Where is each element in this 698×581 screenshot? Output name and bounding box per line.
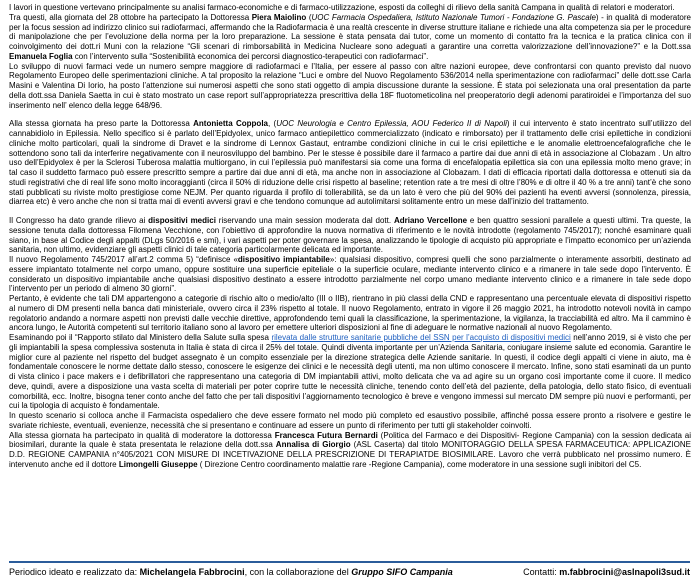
text-run: Alla stessa giornata ha preso parte la Dottoressa bbox=[9, 119, 194, 129]
paragraph-gap bbox=[9, 207, 691, 216]
text-run: ) il cui intervento è stato incentrato sull’utilizzo del cannabidiolo in Epilessia. Nello specifico si è parlato dell’Epidyolex, unico farmaco antiepilettico commercializzato (indicato e rimborsato) per il trattamento delle crisi epilettiche in condizioni cliniche molto particolari, quali la sindrome di Dravet e la sindrome di Lennox Gastaut, entrambe condizioni cliniche in cui le crisi epilettiche e le anomalie elettroencefalografiche che le sottendono sono tali da interferire negativamente con il neurosviluppo del bambino. Per le stesse è possibile dare il farmaco a partire dai due anni di età in associazione al Clobazam . Un altro uso dell’Epidyolex è per la Sclerosi Tuberosa malattia multiorgano, in cui l’epilessia può manifestarsi sia come una forma di encefalopatia epilettica sia con una epilessia molto meno grave; in tal caso il suddetto farmaco può essere prescritto sempre a partire dai due anni di età, ma anche non in associazione al Clobazam. I dati di efficacia riportati dalla dottoressa e ottenuti sia da studi registrativi che di real life sono molto incoraggianti (circa il 50% di riduzione delle crisi rispetto al baseline; retention rate a tre mesi di oltre l’80% e di oltre il 40 % a tre anni) tant’è che sono stati pubblicati su riviste molto prestigiose come NEJM. Per quanto riguarda il profilo di tollerabilità, se da un lato è vero che più del 90% dei pazienti ha eventi avversi (sonnolenza, piressia, diarrea etc) è vero anche che non si tratta mai di eventi avversi gravi e che tendono comunque ad autolimitarsi solitamente entro un mese dall’inizio del trattamento. bbox=[9, 119, 692, 207]
text-run: Esaminando poi il “Rapporto stilato dal Ministero della Salute sulla spesa bbox=[9, 333, 272, 342]
text-run: (ASL Caserta) dal titolo MONITORAGGIO DELLA SPESA FARMACEUTICA: APPLICAZIONE D.D. REGIONE CAMPANIA n°405/2021 CON MISURE DI INCETIVAZIONE DELLA PRESCRIZIONE DI TERAPIATDE BIOSIMILARE. Lavoro che verrà pubblicato nel prossimo numero. È intervenuto anche ed il dottore bbox=[9, 440, 691, 469]
text-run: I lavori in questione vertevano principalmente su analisi farmaco-economiche e di farmaco-utilizzazione, esposti da colleghi di rilievo della sanità Campana in qualità di relatori e moderatori. bbox=[9, 3, 675, 12]
bold-text: Adriano Vercellone bbox=[393, 216, 468, 225]
bold-text: dispositivo impiantabile bbox=[237, 255, 330, 264]
bold-text: Antonietta Coppola bbox=[193, 119, 268, 129]
text-run: e ben quattro sessioni parallele a questi ultimi. Tra queste, la sessione tenuta dalla dottoressa Filomena Vecchione, con l’obiettivo di approfondire la nuova normativa di riferimento e le novità introdotte (regolamento 745/2017); nonché esaminare quali siano, in base al Codice degli appalti (DLgs 50/2016 e smi), i vari aspetti per poter governare la spesa, analizzando le tipologie di acquisto più appropriate e l’impatto economico per un’azienda sanitaria, non ultimo, evidenziare gli aspetti clinici di tale categoria particolarmente delicata ed importante. bbox=[9, 216, 692, 255]
footer-prefix: Periodico ideato e realizzato da: bbox=[9, 567, 140, 577]
bold-text: Annalisa di Giorgio bbox=[275, 440, 351, 450]
footer-email[interactable]: m.fabbrocini@aslnapoli3sud.it bbox=[559, 567, 690, 577]
text-run: Alla stessa giornata ha partecipato in qualità di moderatore la dottoressa bbox=[9, 430, 275, 440]
article-body bbox=[9, 3, 691, 470]
italic-text: UOC Farmacia Ospedaliera, Istituto Nazionale Tumori - Fondazione G. Pascale bbox=[311, 12, 596, 22]
text-run: (Politica del Farmaco e dei Dispositivi- Regione Campania) con la session dedicata ai biosimilari, durante la quale è stata presentata le relazione della dott.ssa bbox=[9, 430, 692, 450]
text-run: con l’intervento sulla “Sostenibilità economica dei percorsi diagnostico-terapeutici con radiofarmaci”. bbox=[72, 51, 429, 61]
bold-text: Emanuela Foglia bbox=[9, 51, 73, 61]
footer-mid: , con la collaborazione del bbox=[244, 567, 352, 577]
text-run: Pertanto, è evidente che tali DM appartengono a categorie di rischio alto o medio/alto (III o IIB), rientrano in più classi della CND e rappresentano una percentuale elevata di dispositivi rispetto al numero di DM presenti nella banca dati ministeriale, ovvero circa il 23% rispetto al totale. Il nuovo Regolamento, entrato in vigore il 26 maggio 2021, ha introdotto notevoli novità in campo regolatorio andando a normare aspetti non previsti dalle vecchie direttive, approfondendo temi quali la classificazione, la sperimentazione, la vigilanza, la tracciabilità ed altro. Ma il cammino è ancora lungo, le Autorità competenti sul territorio italiano sono al lavoro per emettere ulteriori disposizioni al fine di adeguare le normative nazionali al nuovo Regolamento. bbox=[9, 294, 691, 333]
page-footer bbox=[9, 561, 690, 578]
text-run: ) - in qualità di moderatore per la focus session ad indirizzo clinico sui radiofarmaci, affermando che la Radiofarmacia è una realtà crescente in diverse strutture italiane e richiede una alta competenza sia per le procedure di manipolazione che per l’evoluzione della norma per la loro preparazione. La sessione è stata pensata dai tutor, come un momento di contatto fra la tecnica e la pratica clinica con il coinvolgimento dei dott.ri Muni con la relazione “Gli scenari di rimborsabilità in Medicina Nucleare sono adeguati a garantire una corretta valorizzazione dell’innovazione?” e la Dott.ssa bbox=[9, 12, 691, 51]
footer-author: Michelangela Fabbrocini bbox=[139, 567, 245, 577]
footer-credits bbox=[9, 567, 453, 578]
text-run: ( Direzione Centro coordinamento malattie rare -Regione Campania), come moderatore in una sessione sugli inibitori del C5. bbox=[197, 459, 642, 469]
paragraph-dispositivi-medici bbox=[9, 216, 691, 470]
bold-text: dispositivi medici bbox=[148, 216, 216, 225]
text-run: Tra questi, alla giornata del 28 ottobre ha partecipato la Dottoressa bbox=[9, 12, 252, 22]
text-run: ( bbox=[306, 12, 312, 22]
text-run: riservando una main session moderata dal dott. bbox=[215, 216, 394, 225]
footer-contacts bbox=[523, 567, 690, 578]
bold-text: Francesca Futura Bernardi bbox=[274, 430, 378, 440]
report-link[interactable]: rilevata dalle strutture sanitarie pubbliche del SSN per l’acquisto di dispositivi medici bbox=[271, 333, 571, 342]
bold-text: Limongelli Giuseppe bbox=[118, 459, 198, 469]
text-run: »: qualsiasi dispositivo, compresi quelli che sono parzialmente o interamente assorbiti, destinato ad essere impiantato totalmente nel corpo umano, oppure sostituire una superficie epiteliale o la superficie oculare, mediante intervento clinico e a rimanere in tale sede dopo l’intervento. È considerato un dispositivo impiantabile anche qualsiasi dispositivo destinato a essere introdotto parzialmente nel corpo umano mediante intervento clinico e a rimanere in tale sede dopo l’intervento per un periodo di almeno 30 giorni”. bbox=[9, 255, 691, 294]
text-run: Il nuovo Regolamento 745/2017 all’art.2 comma 5) “definisce « bbox=[9, 255, 238, 264]
bold-text: Piera Maiolino bbox=[251, 12, 307, 22]
paragraph-epilessia bbox=[9, 119, 691, 207]
text-run: In questo scenario si colloca anche il Farmacista ospedaliero che deve essere formato nel modo più completo ed esaustivo possibile, affinché possa essere pronto a risolvere e gestire le svariate richieste, eventuali, evenienze, necessità che si presentano e continuare ad essere un punto di riferimento per tutti gli stakeholder coinvolti. bbox=[9, 411, 691, 430]
italic-text: UOC Neurologia e Centro Epilessia, AOU Federico II di Napoli bbox=[276, 119, 507, 129]
footer-group: Gruppo SIFO Campania bbox=[351, 567, 453, 577]
footer-contacts-label: Contatti: bbox=[523, 567, 560, 577]
text-run: , ( bbox=[268, 119, 277, 129]
text-run: Lo sviluppo di nuovi farmaci vede un numero sempre maggiore di radiofarmaci e l’Italia, per essere al passo con altre nazioni europee, deve confrontarsi con quanto previsto dal nuovo Regolamento Europeo delle sperimentazioni cliniche. A tal proposito la relazione “Luci e ombre del Nuovo Regolamento 536/2014 nella sperimentazione con radiofarmaci” delle dott.sse Carla Masini e Valentina Di Iorio, ha posto l’attenzione sui numerosi aspetti che sono stati oggetto di ampia discussione durante la sessione. È stata poi selezionata una oral presentation da parte della dott.ssa Daniela Saetta in cui è stato mostrato un case report sull’appropriatezza prescrittiva della 18F fluotometicolina nel preoperatorio degli adenomi paratiroidei e l’importanza del suo inserimento nell’ elenco della legge 648/96. bbox=[9, 61, 691, 110]
text-run: Il Congresso ha dato grande rilievo ai bbox=[9, 216, 149, 225]
paragraph-radiofarmaci bbox=[9, 3, 691, 110]
paragraph-gap bbox=[9, 110, 691, 119]
text-run: nell’anno 2019, si è visto che per gli impiantabili la spesa complessiva sostenuta in Italia è stata di circa il 25% del totale. Quindi diventa importante per un’Azienda Sanitaria, coniugare insieme salute ed economia. Garantire le miglior cure al paziente nel rispetto del budget assegnato è un compito essenziale per la direzione strategica delle Aziende sanitarie. In questi, il codice degli appalti ci viene in aiuto, ma è fondamentale conoscere le norme dettate dallo stesso, conoscere le esigenze dei clinici e le necessità degli utenti, ma non ultimo conoscere il mercato. Infine, sono stati esaminati da un punto di vista clinico i pace makers e i defibrillatori che rappresentano una categoria di DM impiantabili attivi, molto delicata che va ad agire su un organo così importante come il cuore. Il medico deve, quindi, avere a disposizione una vasta scelta di materiali per poter coprire tutte le necessità cliniche, tenendo conto dell’età del paziente, della patologia, dello stato fisico, di eventuali comorbilità, ecc. Inoltre, bisogna tener conto anche del fatto che per tali dispositivi l’aggiornamento tecnologico è breve e vengono immessi sul mercato DM sempre più nuovi e performanti, per cui la tipologia di acquisto è fondamentale. bbox=[9, 333, 692, 411]
